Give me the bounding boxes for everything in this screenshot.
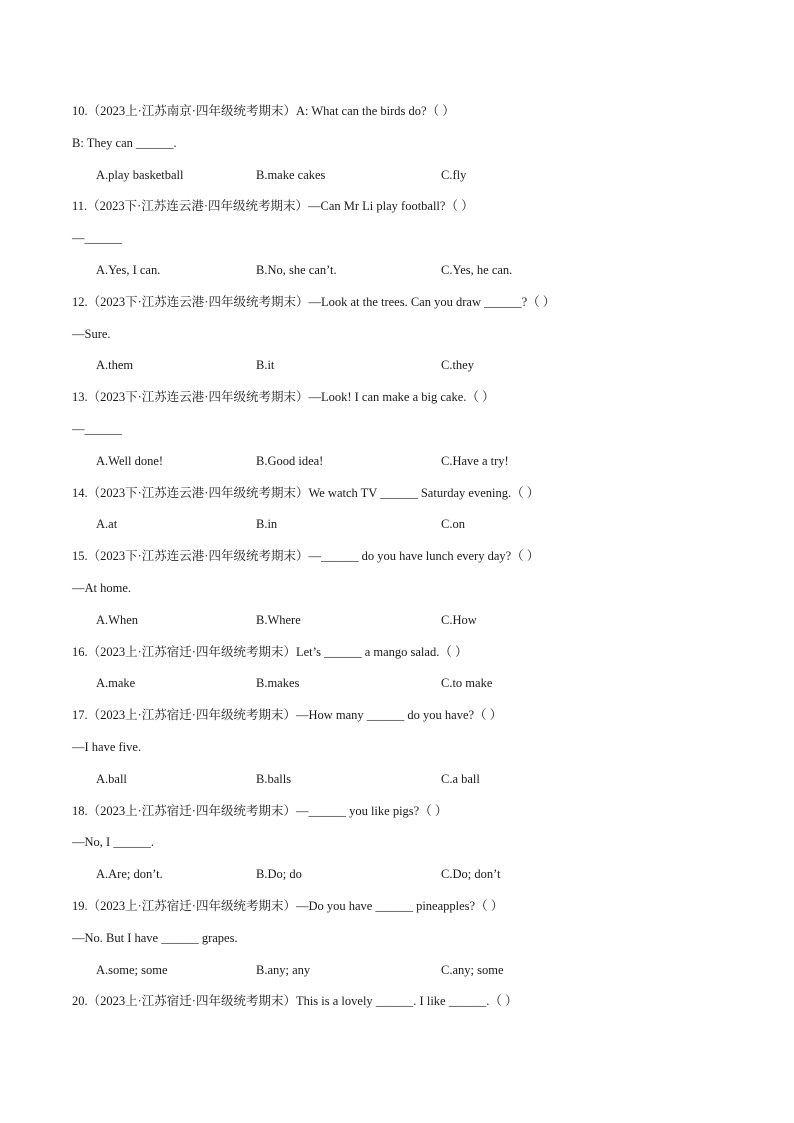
dialogue-line: —At home. xyxy=(72,581,132,595)
option-c[interactable]: C.Yes, he can. xyxy=(441,263,513,277)
option-c[interactable]: C.fly xyxy=(441,168,467,182)
question-stem: 20.（2023上·江苏宿迁·四年级统考期末）This is a lovely ______. I like ______.（ ） xyxy=(72,994,518,1008)
option-c[interactable]: C.a ball xyxy=(441,772,480,786)
question-stem: 19.（2023上·江苏宿迁·四年级统考期末）—Do you have ______ pineapples?（ ） xyxy=(72,899,504,913)
dialogue-line: —I have five. xyxy=(72,740,142,754)
option-c[interactable]: C.Have a try! xyxy=(441,454,509,468)
option-c[interactable]: C.they xyxy=(441,358,474,372)
option-c[interactable]: C.How xyxy=(441,613,477,627)
option-a[interactable]: A.at xyxy=(96,517,118,531)
option-c[interactable]: C.any; some xyxy=(441,963,504,977)
option-b[interactable]: B.No, she can’t. xyxy=(256,263,337,277)
option-b[interactable]: B.makes xyxy=(256,676,300,690)
dialogue-line: —No, I ______. xyxy=(72,835,154,849)
option-b[interactable]: B.Good idea! xyxy=(256,454,324,468)
question-stem: 16.（2023上·江苏宿迁·四年级统考期末）Let’s ______ a mango salad.（ ） xyxy=(72,645,468,659)
dialogue-line: —______ xyxy=(72,422,122,436)
question-stem: 13.（2023下·江苏连云港·四年级统考期末）—Look! I can make a big cake.（ ） xyxy=(72,390,495,404)
option-a[interactable]: A.play basketball xyxy=(96,168,184,182)
option-a[interactable]: A.Are; don’t. xyxy=(96,867,163,881)
option-b[interactable]: B.in xyxy=(256,517,278,531)
question-stem: 18.（2023上·江苏宿迁·四年级统考期末）—______ you like pigs?（ ） xyxy=(72,804,448,818)
question-stem: 14.（2023下·江苏连云港·四年级统考期末）We watch TV ______ Saturday evening.（ ） xyxy=(72,486,540,500)
question-stem: 10.（2023上·江苏南京·四年级统考期末）A: What can the birds do?（ ） xyxy=(72,104,455,118)
option-a[interactable]: A.Well done! xyxy=(96,454,164,468)
option-a[interactable]: A.some; some xyxy=(96,963,168,977)
dialogue-line: B: They can ______. xyxy=(72,136,177,150)
option-a[interactable]: A.make xyxy=(96,676,136,690)
option-a[interactable]: A.ball xyxy=(96,772,127,786)
dialogue-line: —______ xyxy=(72,231,122,245)
question-stem: 12.（2023下·江苏连云港·四年级统考期末）—Look at the trees. Can you draw ______?（ ） xyxy=(72,295,556,309)
option-a[interactable]: A.them xyxy=(96,358,134,372)
option-a[interactable]: A.Yes, I can. xyxy=(96,263,161,277)
option-b[interactable]: B.Do; do xyxy=(256,867,302,881)
option-c[interactable]: C.Do; don’t xyxy=(441,867,501,881)
option-b[interactable]: B.Where xyxy=(256,613,301,627)
question-stem: 17.（2023上·江苏宿迁·四年级统考期末）—How many ______ do you have?（ ） xyxy=(72,708,503,722)
dialogue-line: —No. But I have ______ grapes. xyxy=(72,931,238,945)
option-b[interactable]: B.balls xyxy=(256,772,292,786)
option-a[interactable]: A.When xyxy=(96,613,138,627)
option-b[interactable]: B.it xyxy=(256,358,275,372)
option-c[interactable]: C.to make xyxy=(441,676,493,690)
option-c[interactable]: C.on xyxy=(441,517,465,531)
dialogue-line: —Sure. xyxy=(72,327,111,341)
question-stem: 15.（2023下·江苏连云港·四年级统考期末）—______ do you have lunch every day?（ ） xyxy=(72,549,540,563)
question-stem: 11.（2023下·江苏连云港·四年级统考期末）—Can Mr Li play football?（ ） xyxy=(72,199,474,213)
option-b[interactable]: B.any; any xyxy=(256,963,311,977)
option-b[interactable]: B.make cakes xyxy=(256,168,326,182)
